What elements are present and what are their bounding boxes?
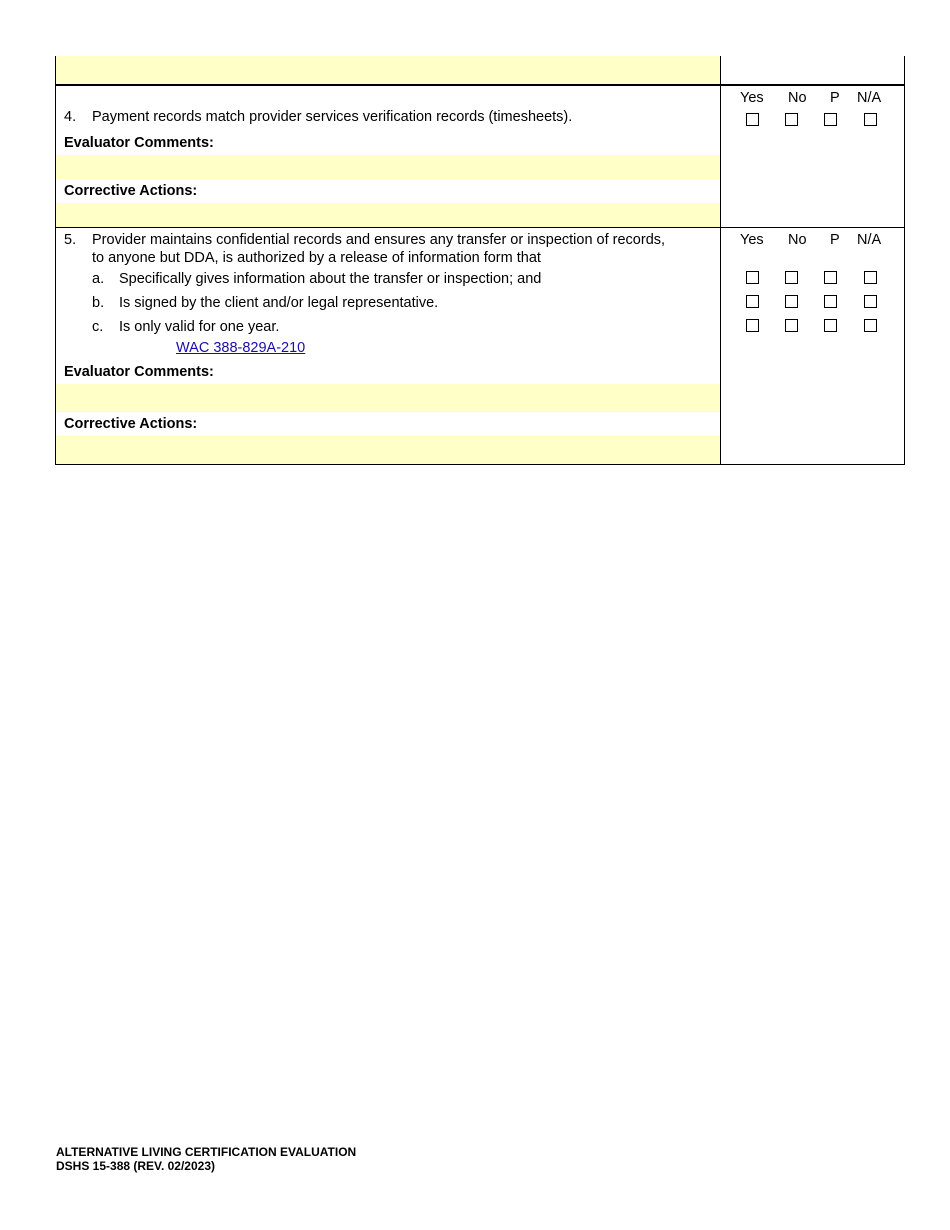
- item-5-text-line-2: to anyone but DDA, is authorized by a release of information form that: [92, 250, 541, 266]
- item-5a-no-checkbox[interactable]: [785, 271, 798, 284]
- no-header: No: [788, 90, 807, 106]
- item-5b-no-checkbox[interactable]: [785, 295, 798, 308]
- item-5c-na-checkbox[interactable]: [864, 319, 877, 332]
- item-5a-text: Specifically gives information about the transfer or inspection; and: [119, 271, 542, 287]
- item-5a-letter: a.: [92, 271, 105, 287]
- item-5-rating-cell: [721, 228, 904, 464]
- wac-reference-link[interactable]: WAC 388-829A-210: [176, 340, 306, 356]
- na-header: N/A: [857, 232, 882, 248]
- item-5c-p-checkbox[interactable]: [824, 319, 837, 332]
- item-4-corrective-field[interactable]: [56, 203, 720, 227]
- yes-header: Yes: [740, 232, 764, 248]
- item-4-row: [56, 86, 904, 228]
- p-header: P: [830, 90, 840, 106]
- item-5c-letter: c.: [92, 319, 104, 335]
- item-5a-na-checkbox[interactable]: [864, 271, 877, 284]
- item-5b-na-checkbox[interactable]: [864, 295, 877, 308]
- yes-header: Yes: [740, 90, 764, 106]
- item-5c-yes-checkbox[interactable]: [746, 319, 759, 332]
- previous-rating-cell: [721, 56, 904, 84]
- evaluation-table: [55, 56, 905, 465]
- item-5-number: 5.: [64, 232, 77, 248]
- no-header: No: [788, 232, 807, 248]
- item-4-evaluator-label: Evaluator Comments:: [64, 135, 214, 151]
- previous-corrective-actions-field[interactable]: [56, 56, 720, 84]
- item-4-na-checkbox[interactable]: [864, 113, 877, 126]
- previous-item-cell: [56, 56, 721, 84]
- item-4-corrective-label: Corrective Actions:: [64, 183, 198, 199]
- item-5c-no-checkbox[interactable]: [785, 319, 798, 332]
- p-header: P: [830, 232, 840, 248]
- item-4-text: Payment records match provider services verification records (timesheets).: [92, 109, 573, 125]
- item-5a-p-checkbox[interactable]: [824, 271, 837, 284]
- item-5-text-line-1: Provider maintains confidential records and ensures any transfer or inspection of records,: [92, 232, 666, 248]
- item-5-evaluator-field[interactable]: [56, 384, 720, 412]
- na-header: N/A: [857, 90, 882, 106]
- item-5b-p-checkbox[interactable]: [824, 295, 837, 308]
- item-4-rating-cell: [721, 86, 904, 227]
- item-4-no-checkbox[interactable]: [785, 113, 798, 126]
- item-5-evaluator-label: Evaluator Comments:: [64, 364, 214, 380]
- item-4-yes-checkbox[interactable]: [746, 113, 759, 126]
- item-5a-yes-checkbox[interactable]: [746, 271, 759, 284]
- item-5-question-cell: [56, 228, 721, 464]
- item-5-corrective-label: Corrective Actions:: [64, 416, 198, 432]
- item-5b-letter: b.: [92, 295, 105, 311]
- previous-item-row: [56, 56, 904, 86]
- footer-form-number: DSHS 15-388 (REV. 02/2023): [56, 1159, 215, 1173]
- footer-title: ALTERNATIVE LIVING CERTIFICATION EVALUATION: [56, 1145, 357, 1159]
- item-5-row: [56, 228, 904, 465]
- item-4-question-cell: [56, 86, 721, 227]
- item-4-p-checkbox[interactable]: [824, 113, 837, 126]
- item-5c-text: Is only valid for one year.: [119, 319, 280, 335]
- item-5-corrective-field[interactable]: [56, 436, 720, 464]
- item-5b-text: Is signed by the client and/or legal representative.: [119, 295, 439, 311]
- item-5b-yes-checkbox[interactable]: [746, 295, 759, 308]
- item-4-evaluator-field[interactable]: [56, 155, 720, 179]
- item-4-number: 4.: [64, 109, 77, 125]
